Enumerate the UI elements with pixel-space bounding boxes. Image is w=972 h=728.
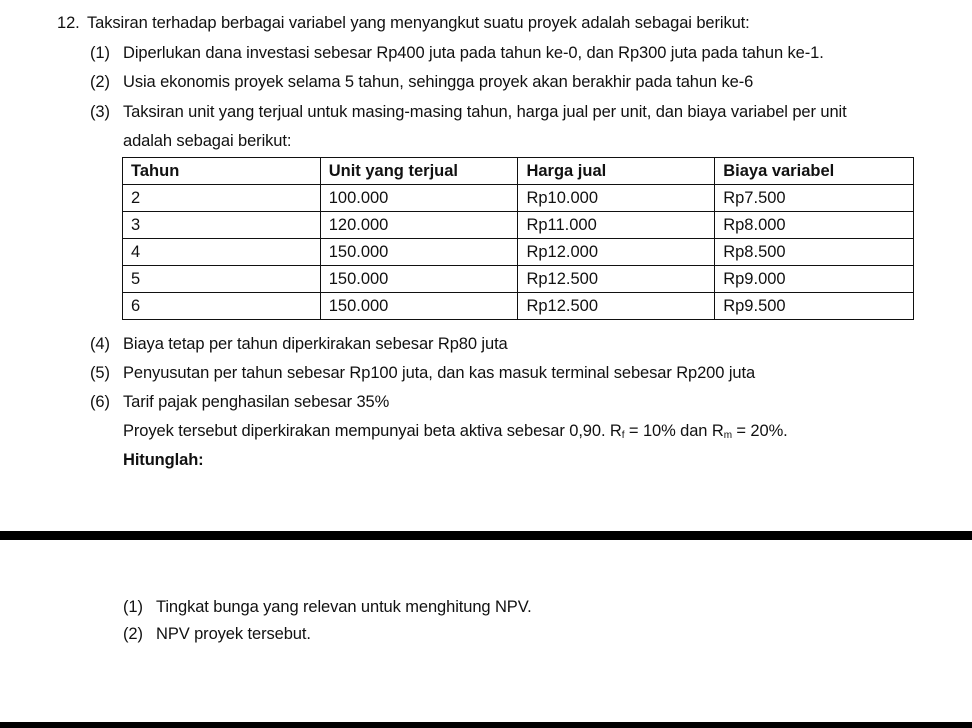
separator-band — [0, 531, 972, 540]
cell-unit: 120.000 — [320, 212, 518, 239]
cell-harga: Rp10.000 — [518, 185, 715, 212]
cell-unit: 150.000 — [320, 266, 518, 293]
cell-biaya: Rp9.000 — [715, 266, 914, 293]
hitunglah-heading: Hitunglah: — [123, 451, 204, 469]
item-label: (2) — [90, 73, 110, 91]
question-label: (2) — [123, 625, 143, 643]
cell-harga: Rp12.500 — [518, 266, 715, 293]
item-text: Biaya tetap per tahun diperkirakan sebesar Rp80 juta — [123, 335, 508, 353]
cell-tahun: 2 — [123, 185, 321, 212]
cell-tahun: 6 — [123, 293, 321, 320]
item-label: (6) — [90, 393, 110, 411]
table-row — [123, 185, 914, 212]
item-text: Penyusutan per tahun sebesar Rp100 juta, dan kas masuk terminal sebesar Rp200 juta — [123, 364, 756, 382]
question-text: NPV proyek tersebut. — [156, 625, 311, 643]
beta-line — [123, 421, 788, 446]
cell-harga: Rp12.000 — [518, 239, 715, 266]
item-3-continuation: adalah sebagai berikut: — [123, 132, 292, 150]
bottom-band — [0, 722, 972, 728]
item-text: Diperlukan dana investasi sebesar Rp400 juta pada tahun ke-0, dan Rp300 juta pada tahun ke-1. — [123, 44, 824, 62]
cell-biaya: Rp8.500 — [715, 239, 914, 266]
header-harga: Harga jual — [518, 158, 715, 185]
subscript-f: f — [621, 430, 625, 441]
question-text: Tingkat bunga yang relevan untuk menghitung NPV. — [156, 598, 532, 616]
table-row — [123, 212, 914, 239]
cell-tahun: 5 — [123, 266, 321, 293]
cell-unit: 150.000 — [320, 293, 518, 320]
cell-unit: 150.000 — [320, 239, 518, 266]
table-row — [123, 266, 914, 293]
item-label: (3) — [90, 103, 110, 121]
table-header-row — [123, 158, 914, 185]
cell-unit: 100.000 — [320, 185, 518, 212]
cell-harga: Rp11.000 — [518, 212, 715, 239]
beta-mid: = 10% dan R — [624, 422, 724, 440]
item-text: Taksiran unit yang terjual untuk masing-masing tahun, harga jual per unit, dan biaya variabel per unit — [123, 103, 847, 121]
item-label: (4) — [90, 335, 110, 353]
cell-biaya: Rp9.500 — [715, 293, 914, 320]
cell-biaya: Rp7.500 — [715, 185, 914, 212]
projection-table — [122, 157, 914, 320]
item-text: Usia ekonomis proyek selama 5 tahun, sehingga proyek akan berakhir pada tahun ke-6 — [123, 73, 754, 91]
table-row — [123, 239, 914, 266]
table-row — [123, 293, 914, 320]
item-label: (5) — [90, 364, 110, 382]
header-tahun: Tahun — [123, 158, 321, 185]
item-text: Tarif pajak penghasilan sebesar 35% — [123, 393, 390, 411]
beta-suffix: = 20%. — [731, 422, 788, 440]
header-unit: Unit yang terjual — [320, 158, 518, 185]
item-label: (1) — [90, 44, 110, 62]
beta-prefix: Proyek tersebut diperkirakan mempunyai beta aktiva sebesar 0,90. R — [123, 422, 622, 440]
subscript-m: m — [723, 430, 732, 441]
problem-intro: Taksiran terhadap berbagai variabel yang menyangkut suatu proyek adalah sebagai berikut: — [87, 14, 750, 32]
cell-tahun: 3 — [123, 212, 321, 239]
cell-biaya: Rp8.000 — [715, 212, 914, 239]
question-label: (1) — [123, 598, 143, 616]
cell-tahun: 4 — [123, 239, 321, 266]
problem-number: 12. — [57, 14, 80, 32]
cell-harga: Rp12.500 — [518, 293, 715, 320]
header-biaya: Biaya variabel — [715, 158, 914, 185]
